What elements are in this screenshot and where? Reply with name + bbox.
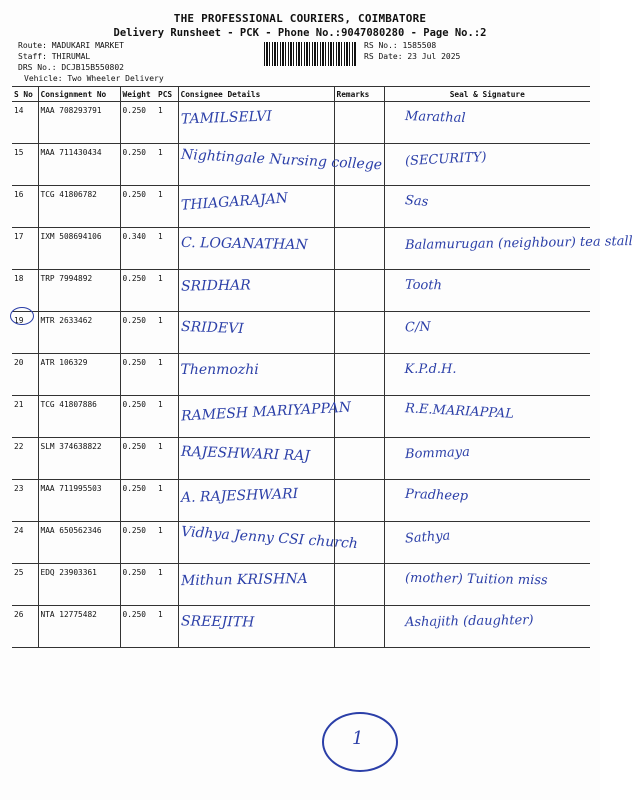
row-consignment: TCG 41807886 bbox=[40, 400, 97, 409]
row-remarks-cell bbox=[334, 102, 384, 144]
runsheet-title: Delivery Runsheet - PCK - Phone No.:9047080280 - Page No.:2 bbox=[113, 27, 487, 39]
table-row bbox=[12, 270, 590, 312]
row-pcs-cell bbox=[156, 354, 178, 396]
row-pcs: 1 bbox=[158, 106, 163, 115]
row-consignment: ATR 106329 bbox=[40, 358, 88, 367]
table-row bbox=[12, 480, 590, 522]
row-sno: 19 bbox=[14, 316, 24, 325]
row-weight-cell bbox=[120, 438, 156, 480]
row-sno-cell bbox=[12, 354, 38, 396]
row-sno-cell bbox=[12, 186, 38, 228]
row-sno-cell bbox=[12, 102, 38, 144]
row-remarks-cell bbox=[334, 186, 384, 228]
row-consignee-cell bbox=[178, 312, 334, 354]
row-signature: Ashajith (daughter) bbox=[404, 612, 534, 631]
row-weight-cell bbox=[120, 606, 156, 648]
row-sno: 17 bbox=[14, 232, 24, 241]
row-weight-cell bbox=[120, 396, 156, 438]
row-weight: 0.250 bbox=[122, 526, 146, 535]
row-sno-cell bbox=[12, 270, 38, 312]
row-pcs: 1 bbox=[158, 400, 163, 409]
row-signature-cell bbox=[384, 396, 590, 438]
row-weight-cell bbox=[120, 144, 156, 186]
row-consignment: MAA 650562346 bbox=[40, 526, 102, 535]
row-sno: 21 bbox=[14, 400, 24, 409]
row-pcs: 1 bbox=[158, 610, 163, 619]
row-sno: 14 bbox=[14, 106, 24, 115]
row-consignee-cell bbox=[178, 186, 334, 228]
company-title: THE PROFESSIONAL COURIERS, COIMBATORE bbox=[173, 12, 427, 25]
row-consignee: THIAGARAJAN bbox=[180, 190, 289, 214]
delivery-table bbox=[12, 86, 632, 648]
row-weight-cell bbox=[120, 270, 156, 312]
row-consignment-cell bbox=[38, 354, 120, 396]
table-row bbox=[12, 228, 590, 270]
row-consignment-cell bbox=[38, 228, 120, 270]
row-signature-cell bbox=[384, 522, 590, 564]
row-consignment-cell bbox=[38, 480, 120, 522]
table-row bbox=[12, 186, 590, 228]
row-pcs-cell bbox=[156, 522, 178, 564]
row-signature-cell bbox=[384, 564, 590, 606]
row-sno-cell bbox=[12, 228, 38, 270]
row-pcs: 1 bbox=[158, 232, 163, 241]
table-row bbox=[12, 522, 590, 564]
row-consignee: SRIDEVI bbox=[180, 318, 244, 338]
row-pcs: 1 bbox=[158, 274, 163, 283]
row-remarks-cell bbox=[334, 270, 384, 312]
row-pcs-cell bbox=[156, 270, 178, 312]
row-signature: Sathya bbox=[404, 528, 451, 547]
row-consignee-cell bbox=[178, 102, 334, 144]
row-remarks-cell bbox=[334, 564, 384, 606]
row-consignment-cell bbox=[38, 396, 120, 438]
row-weight-cell bbox=[120, 312, 156, 354]
row-consignment-cell bbox=[38, 312, 120, 354]
circled-row-mark bbox=[10, 307, 34, 325]
row-sno-cell bbox=[12, 606, 38, 648]
col-weight: Weight bbox=[120, 87, 156, 102]
row-signature: Bommaya bbox=[404, 444, 470, 463]
row-consignment: TCG 41806782 bbox=[40, 190, 97, 199]
row-consignee-cell bbox=[178, 354, 334, 396]
row-pcs: 1 bbox=[158, 568, 163, 577]
row-pcs: 1 bbox=[158, 316, 163, 325]
row-consignment-cell bbox=[38, 144, 120, 186]
row-signature-cell bbox=[384, 144, 590, 186]
row-signature: Marathal bbox=[404, 108, 466, 127]
row-consignee-cell bbox=[178, 564, 334, 606]
row-remarks-cell bbox=[334, 312, 384, 354]
row-sno: 18 bbox=[14, 274, 24, 283]
row-weight: 0.250 bbox=[122, 568, 146, 577]
row-signature: Sas bbox=[404, 193, 429, 210]
row-pcs: 1 bbox=[158, 526, 163, 535]
row-sno: 16 bbox=[14, 190, 24, 199]
row-consignment: MAA 708293791 bbox=[40, 106, 102, 115]
row-sno: 23 bbox=[14, 484, 24, 493]
row-sno: 15 bbox=[14, 148, 24, 157]
row-pcs-cell bbox=[156, 606, 178, 648]
row-consignee: Nightingale Nursing college bbox=[180, 146, 382, 174]
page-mark-circle bbox=[322, 712, 398, 772]
row-consignee: RAJESHWARI RAJ bbox=[180, 443, 310, 465]
row-sno-cell bbox=[12, 396, 38, 438]
row-signature: Balamurugan (neighbour) tea stall bbox=[404, 234, 632, 253]
row-pcs-cell bbox=[156, 144, 178, 186]
col-remarks: Remarks bbox=[334, 87, 384, 102]
row-consignment-cell bbox=[38, 606, 120, 648]
route-label: Route: MADUKARI MARKET bbox=[18, 41, 124, 50]
row-signature-cell bbox=[384, 186, 590, 228]
row-consignment: MAA 711430434 bbox=[40, 148, 102, 157]
row-consignment-cell bbox=[38, 438, 120, 480]
row-weight: 0.250 bbox=[122, 106, 146, 115]
row-weight-cell bbox=[120, 354, 156, 396]
row-sno: 20 bbox=[14, 358, 24, 367]
row-consignment: IXM 508694106 bbox=[40, 232, 102, 241]
col-pcs: PCS bbox=[156, 87, 178, 102]
row-pcs: 1 bbox=[158, 190, 163, 199]
vehicle-label: Vehicle: Two Wheeler Delivery bbox=[24, 74, 164, 83]
row-consignee-cell bbox=[178, 480, 334, 522]
row-weight-cell bbox=[120, 480, 156, 522]
table-row bbox=[12, 102, 590, 144]
row-consignee: A. RAJESHWARI bbox=[180, 485, 298, 507]
staff-label: Staff: THIRUMAL bbox=[18, 52, 91, 61]
row-remarks-cell bbox=[334, 480, 384, 522]
row-signature: C/N bbox=[404, 319, 431, 336]
row-consignment-cell bbox=[38, 522, 120, 564]
row-consignee-cell bbox=[178, 396, 351, 438]
row-signature-cell bbox=[384, 606, 590, 648]
row-pcs-cell bbox=[156, 186, 178, 228]
row-signature-cell bbox=[384, 102, 590, 144]
row-pcs-cell bbox=[156, 312, 178, 354]
row-consignee-cell bbox=[178, 438, 334, 480]
row-pcs: 1 bbox=[158, 484, 163, 493]
row-consignee: TAMILSELVI bbox=[180, 108, 272, 128]
row-signature: (SECURITY) bbox=[404, 149, 487, 170]
table-row bbox=[12, 312, 590, 354]
row-sno-cell bbox=[12, 144, 38, 186]
row-consignee-cell bbox=[178, 228, 334, 270]
row-weight-cell bbox=[120, 228, 156, 270]
row-consignee: SRIDHAR bbox=[180, 277, 251, 295]
table-header-row bbox=[12, 87, 590, 102]
row-pcs-cell bbox=[156, 480, 178, 522]
col-seal: Seal & Signature bbox=[384, 87, 590, 102]
row-sno-cell bbox=[12, 522, 38, 564]
row-weight-cell bbox=[120, 564, 156, 606]
barcode bbox=[264, 42, 356, 66]
row-sno: 24 bbox=[14, 526, 24, 535]
row-remarks-cell bbox=[334, 438, 384, 480]
row-consignment: EDQ 23903361 bbox=[40, 568, 97, 577]
row-signature: R.E.MARIAPPAL bbox=[404, 401, 514, 422]
table-row bbox=[12, 438, 590, 480]
row-consignment: SLM 374638822 bbox=[40, 442, 102, 451]
row-pcs: 1 bbox=[158, 358, 163, 367]
row-consignee: SREEJITH bbox=[180, 613, 254, 631]
row-weight-cell bbox=[120, 186, 156, 228]
row-consignment: TRP 7994892 bbox=[40, 274, 93, 283]
row-consignee: Mithun KRISHNA bbox=[180, 570, 308, 590]
row-weight: 0.250 bbox=[122, 400, 146, 409]
row-consignment: MTR 2633462 bbox=[40, 316, 93, 325]
col-consignment: Consignment No bbox=[38, 87, 120, 102]
row-consignee: RAMESH MARIYAPPAN bbox=[180, 399, 351, 425]
row-weight-cell bbox=[120, 522, 156, 564]
row-sno: 22 bbox=[14, 442, 24, 451]
row-pcs-cell bbox=[156, 102, 178, 144]
col-consignee: Consignee Details bbox=[178, 87, 334, 102]
row-signature: (mother) Tuition miss bbox=[404, 570, 548, 589]
row-signature-cell bbox=[384, 228, 632, 270]
row-consignee-cell bbox=[178, 606, 334, 648]
row-signature-cell bbox=[384, 480, 590, 522]
table-row bbox=[12, 396, 590, 438]
row-signature-cell bbox=[384, 354, 590, 396]
table-row bbox=[12, 606, 590, 648]
row-weight-cell bbox=[120, 102, 156, 144]
row-remarks-cell bbox=[334, 354, 384, 396]
row-weight: 0.250 bbox=[122, 190, 146, 199]
row-signature: Pradheep bbox=[404, 486, 468, 505]
row-pcs-cell bbox=[156, 438, 178, 480]
row-weight: 0.250 bbox=[122, 316, 146, 325]
row-consignee-cell bbox=[178, 144, 382, 186]
table-row bbox=[12, 564, 590, 606]
row-weight: 0.250 bbox=[122, 442, 146, 451]
table-row bbox=[12, 144, 590, 186]
row-sno-cell bbox=[12, 564, 38, 606]
row-consignment: MAA 711995503 bbox=[40, 484, 102, 493]
row-pcs: 1 bbox=[158, 442, 163, 451]
row-pcs-cell bbox=[156, 564, 178, 606]
row-weight: 0.250 bbox=[122, 484, 146, 493]
row-weight: 0.250 bbox=[122, 610, 146, 619]
row-consignment-cell bbox=[38, 564, 120, 606]
row-consignee: Thenmozhi bbox=[180, 362, 259, 378]
drs-label: DRS No.: DCJB15B550802 bbox=[18, 63, 124, 72]
row-weight: 0.250 bbox=[122, 274, 146, 283]
row-consignment-cell bbox=[38, 186, 120, 228]
row-signature-cell bbox=[384, 312, 590, 354]
row-consignee-cell bbox=[178, 270, 334, 312]
row-consignee-cell bbox=[178, 522, 358, 564]
row-consignment-cell bbox=[38, 270, 120, 312]
row-pcs: 1 bbox=[158, 148, 163, 157]
row-consignee: Vidhya Jenny CSI church bbox=[180, 523, 358, 553]
row-consignment: NTA 12775482 bbox=[40, 610, 97, 619]
rs-no: RS No.: 1585508 bbox=[364, 41, 437, 50]
row-weight: 0.340 bbox=[122, 232, 146, 241]
row-signature: Tooth bbox=[404, 277, 442, 294]
row-pcs-cell bbox=[156, 396, 178, 438]
row-remarks-cell bbox=[334, 606, 384, 648]
col-sno: S No bbox=[12, 87, 38, 102]
row-sno-cell bbox=[12, 480, 38, 522]
row-consignee: C. LOGANATHAN bbox=[180, 234, 308, 254]
row-weight: 0.250 bbox=[122, 358, 146, 367]
row-pcs-cell bbox=[156, 228, 178, 270]
table-row bbox=[12, 354, 590, 396]
rs-date: RS Date: 23 Jul 2025 bbox=[364, 52, 461, 61]
row-sno: 26 bbox=[14, 610, 24, 619]
row-signature: K.P.d.H. bbox=[404, 362, 457, 377]
row-sno: 25 bbox=[14, 568, 24, 577]
row-consignment-cell bbox=[38, 102, 120, 144]
row-weight: 0.250 bbox=[122, 148, 146, 157]
row-signature-cell bbox=[384, 438, 590, 480]
row-sno-cell bbox=[12, 438, 38, 480]
page-mark: 1 bbox=[352, 728, 364, 749]
row-remarks-cell bbox=[334, 228, 384, 270]
row-signature-cell bbox=[384, 270, 590, 312]
